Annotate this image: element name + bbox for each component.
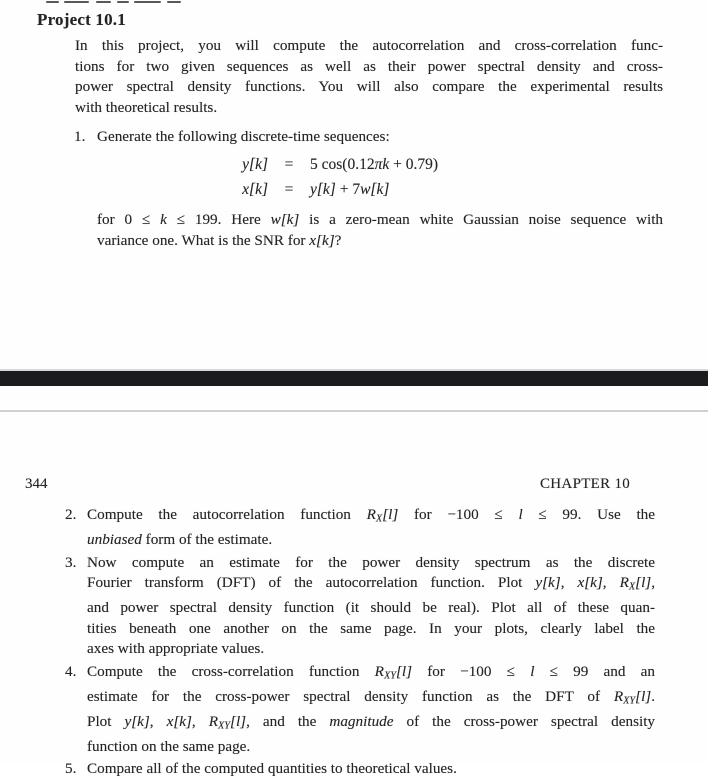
list-item-line: tities beneath one another on the same page. In your plots, clearly label the [87,619,655,637]
page-separator-line [0,410,708,412]
intro-paragraph [75,36,663,118]
project-heading: Project 10.1 [37,10,126,29]
list-item-line: unbiased form of the estimate. [87,531,273,549]
page-number: 344 [25,476,48,492]
list-item-4 [65,662,655,758]
list-item-line: Plot y[k], x[k], RXY[l], and the magnitude of the cross-power spectral density [87,712,656,732]
intro-line: tions for two given sequences as well as their power spectral density and cross- [75,57,663,75]
equation-block [236,152,438,202]
item-number: 3. [65,553,77,571]
equation-lhs: y[k] [242,156,268,173]
list-item-3 [65,553,655,660]
list-item-line: Compare all of the computed quantities to theoretical values. [87,760,457,778]
page-break-bar [0,369,708,386]
item-number: 4. [65,662,77,680]
list-item-line: Compute the cross-correlation function RXY[l] for −100 ≤ l ≤ 99 and an [87,662,655,682]
intro-line: In this project, you will compute the autocorrelation and cross-correlation func- [75,37,663,54]
list-item-line: function on the same page. [87,737,251,755]
list-item-line: estimate for the cross-power spectral density function as the DFT of RXY[l]. [87,687,655,707]
list-item-line: Fourier transform (DFT) of the autocorrelation function. Plot y[k], x[k], RX[l], [87,574,656,593]
item-number: 2. [65,506,77,523]
list-item-line: Compute the autocorrelation function RX[l] for −100 ≤ l ≤ 99. Use the [87,506,655,525]
equation-lhs: x[k] [242,181,268,198]
equals-sign: = [284,181,294,198]
clipped-previous-line-fragment [0,0,708,4]
list-item-line: axes with appropriate values. [87,640,265,658]
list-item-2 [65,505,655,551]
continuation-line: for 0 ≤ k ≤ 199. Here w[k] is a zero-mean white Gaussian noise sequence with [97,211,664,228]
equals-sign: = [284,156,294,173]
intro-line: power spectral density functions. You will also compare the experimental results [75,78,663,95]
item-number: 5. [65,760,77,778]
page-header [0,476,708,494]
list-item-5 [65,759,655,780]
continuation-paragraph [97,210,663,251]
continuation-line: variance one. What is the SNR for x[k]? [97,231,342,249]
chapter-header: CHAPTER 10 [540,476,631,492]
list-item-text: Generate the following discrete-time sequences: [97,128,390,145]
list-item-line: Now compute an estimate for the power density spectrum as the discrete [87,553,655,571]
list-item-1 [74,127,686,148]
equation-rhs: 5 cos(0.12πk + 0.79) [310,156,439,173]
intro-line: with theoretical results. [75,98,218,116]
list-item-line: and power spectral density function (it should be real). Plot all of these quan- [87,599,655,617]
item-number: 1. [74,128,86,145]
equation-rhs: y[k] + 7w[k] [310,181,390,198]
project-steps-list [65,505,655,782]
